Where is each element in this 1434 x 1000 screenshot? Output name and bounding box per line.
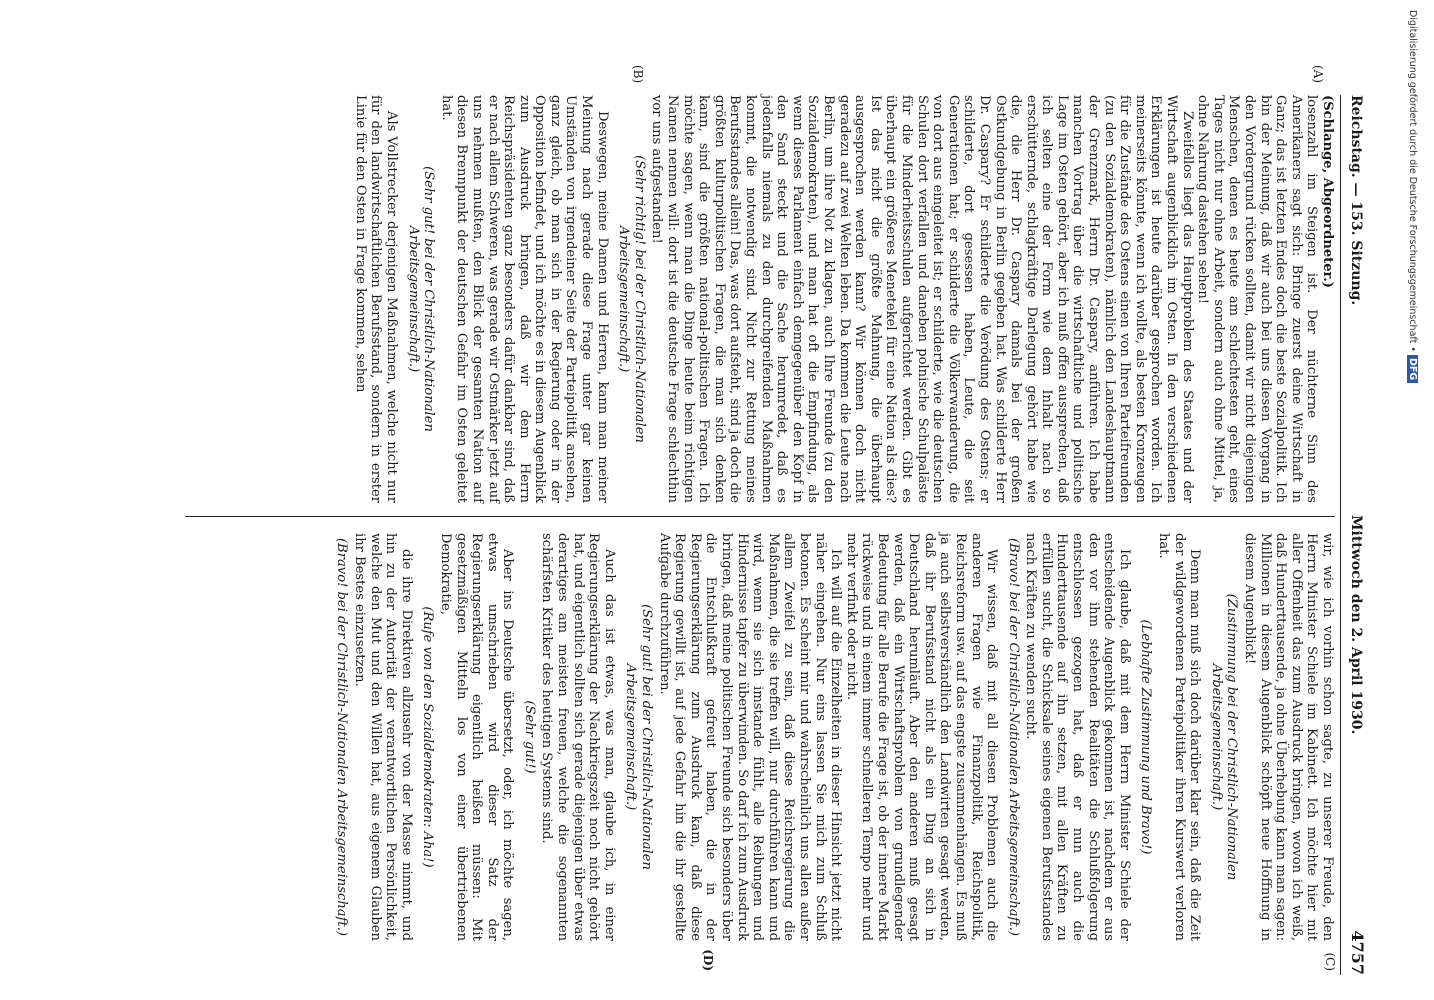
paragraph: wir, wie ich vorhin schon sagte, zu unserer Freude, den Herrn Minister Schiele im Kabinett. Ich möchte hier mit aller Offenheit das zum Ausdruck bringen, wovon ich weiß, daß Hunderttausende, ja ohne Überhebung kann man sagen: Millionen in diesem Augenblick schöpft neue Hoffnung in diesem Augenblick! bbox=[1242, 533, 1335, 941]
interjection: (Bravo! bei der Christlich-Nationalen Arbeitsgemeinschaft.) bbox=[1005, 538, 1021, 936]
paragraph: die ihre Direktiven allzusehr von der Masse nimmt, und hin zu der Autorität der verantwortlichen Persönlichkeit, welche den Mut und den Willen hat, aus eigenem Glauben ihr Bestes einzusetzen. bbox=[351, 533, 414, 941]
document-page bbox=[105, 65, 1367, 975]
digitization-credit bbox=[1404, 10, 1418, 690]
paragraph: Auch das ist etwas, was man, glaube ich, in einer Regierungserklärung der Nachkriegszeit noch nicht gehört hat, und eigentlich sollten sich gerade diejenigen über etwas derartiges am meisten freuen, welche die sogenannten schärfsten Kritiker des heutigen Systems sind. bbox=[539, 533, 617, 941]
paragraph: Ich glaube, daß mit dem Herrn Minister Schiele der entscheidende Augenblick gekommen ist, nachdem er aus den vor ihm stehenden Realitäten die Schlußfolgerung entschlossen gezogen hat, daß er nun auch die Hunderttausende auf ihn setzen, mit allen Kräften zu erfüllen sucht, die Schicksale seines eigenen Berufsstandes nach Kräften zu wenden sucht. bbox=[1023, 533, 1132, 941]
margin-marker-d: (D) bbox=[701, 949, 715, 971]
paragraph: Denn man muß sich doch darüber klar sein, daß die Zeit der wildgewordenen Parteipolitiker ihren Kurswert verloren hat. bbox=[1156, 533, 1203, 941]
page-header bbox=[1343, 95, 1365, 975]
interjection: (Zustimmung bei der Christlich-Nationalen Arbeitsgemeinschaft.) bbox=[1208, 593, 1240, 881]
interjection: (Rufe von den Sozialdemokraten: Aha!) bbox=[420, 606, 436, 868]
margin-marker-c: (C) bbox=[1323, 952, 1337, 971]
header-date: Mittwoch den 2. April 1930. bbox=[1348, 515, 1364, 735]
interjection: (Sehr gut! bei der Christlich-Nationalen Arbeitsgemeinschaft.) bbox=[623, 604, 655, 870]
right-column bbox=[105, 533, 1337, 971]
interjection: (Sehr gut!) bbox=[521, 700, 537, 774]
paragraph: Aber ins Deutsche übersetzt, oder, ich möchte sagen, etwas umschrieben wird dieser Satz der Regierungserklärung eigentlich heißen müssen: Mit gesetzmäßigen Mitteln los von einer übertriebenen Demokratie, bbox=[437, 533, 516, 941]
interjection: (Sehr richtig! bei der Christlich-Nationalen Arbeitsgemeinschaft.) bbox=[616, 155, 647, 443]
paragraph: Zweifellos liegt das Hauptproblem des Staates und der Wirtschaft augenblicklich im Osten. In den verschiedenen Erklärungen ist heute darüber gesprochen worden. Ich meinerseits könnte, wenn ich wollte, als besten Kronzeugen für die Zustände des Ostens einen von Ihren Parteifreunden (zu den Sozialdemokraten), nämlich den Landeshauptmann der Grenzmark, Herrn Dr. Caspary, anführen. Ich habe manchen Vortrag über die wirtschaftliche und politische Lage im Osten gehört, aber ich muß offen aussprechen, daß ich selten eine der Form wie dem Inhalt nach so erschütternde, schlagkräftige Darlegung gehört habe wie die, die Herr Dr. Caspary damals bei der großen Ostkundgebung in Berlin gegeben hat. Was schilderte Herr Dr. Caspary? Er schilderte die Verödung des Ostens; er schilderte, dort gesessen haben, Leute, die seit Generationen hat; er schilderte die Völkerwanderung, die von dort aus eingeleitet ist; er schilderte, wie die deutschen Schulen dort verfallen und daneben polnische Schulpaläste für die Minderheitsschulen aufgerichtet werden. Gibt es überhaupt ein größeres Menetekel für eine Nation als dies? Ist das nicht die größte Mahnung, die überhaupt ausgesprochen werden kann? Wir können doch nicht geradezu auf zwei Welten leben. Da kommen die Leute nach Berlin, um ihre Not zu klagen, auch Ihre Freunde (zu den Sozialdemokraten), und man hat oft die Empfindung, als wenn dieses Parlament einfach demgegenüber den Kopf in den Sand steckt und die Sache herumredet, daß es jedenfalls niemals zu den durchgreifenden Maßnahmen kommt, die notwendig sind. Nicht zur Rettung meines Berufsstandes allein! Das, was dort aufsteht, sind ja doch die größten kulturpolitischen Fragen, die man sich denken kann, sind die größten national-politischen Fragen. Ich möchte sagen, wenn man die Dinge heute beim richtigen Namen nennen will: dort ist die deutsche Frage schlechthin vor uns aufgestanden! bbox=[649, 95, 1195, 503]
dfg-logo: DFG bbox=[1407, 355, 1418, 383]
speaker-label: (Schlange, Abgeordneter.) bbox=[1320, 95, 1335, 288]
page-number: 4757 bbox=[1348, 930, 1367, 975]
paragraph: Wir wissen, daß mit all diesen Problemen auch die anderen Fragen wie Finanzpolitik, Reichspolitik, Reichsreform usw. auf das engste zusammenhängen. Es muß ja auch selbstverständlich den Landwirten gesagt werden, daß ihr Berufsstand nicht als ein Ding an sich in Deutschland herumläuft. Aber den anderen muß gesagt werden, daß ein Wirtschaftsproblem von grundlegender Bedeutung für alle Berufe die Frage ist, ob der innere Markt rückweise und in einem immer schnelleren Tempo mehr und mehr verfinkt oder nicht. bbox=[843, 533, 1000, 941]
margin-marker-b: (B) bbox=[631, 65, 645, 84]
header-session: Reichstag. — 153. Sitzung. bbox=[1348, 95, 1364, 306]
interjection: (Sehr gut! bei der Christlich-Nationalen Arbeitsgemeinschaft.) bbox=[405, 166, 437, 432]
paragraph: Deswegen, meine Damen und Herren, kann man meiner Meinung nach gerade diese Frage unter gar keinen Umständen von irgendeiner Seite der Parteipolitik ansehen, ganz gleich, ob man sich in der Regierung oder in der Opposition befindet, und ich möchte es in diesem Augenblick zum Ausdruck bringen, daß wir dem Herrn Reichspräsidenten ganz besonders dafür dankbar sind, daß er nach allem Schweren, was gerade wir Ostmärker jetzt auf uns nehmen mußten, den Blick der gesamten Nation auf diesen Brennpunkt der deutschen Gefahr im Osten geleitet hat. bbox=[438, 95, 610, 503]
left-column bbox=[105, 65, 1335, 503]
interjection: (Bravo! bei der Christlich-Nationalen Arbeitsgemeinschaft.) bbox=[334, 538, 350, 936]
header-rule bbox=[1340, 95, 1341, 975]
paragraph: Ich will auf die Einzelheiten in dieser Hinsicht jetzt nicht näher eingehen. Nur eins lassen Sie mich zum Schluß betonen. Es scheint mir und wahrscheinlich uns allen außer allem Zweifel zu sein, daß diese Reichsregierung die Maßnahmen, die sie treffen will, nur durchführen kann und wird, wenn sie sich imstande fühlt, alle Reibungen und Hindernisse tapfer zu überwinden. So darf ich zum Ausdruck bringen, daß meine politischen Freunde sich besonders über die Entschlußkraft gefreut haben, die in der Regierungserklärung zum Ausdruck kam, daß diese Regierung gewillt ist, auf jede Gefahr hin die ihr gestellte Aufgabe durchzuführen. bbox=[656, 533, 844, 941]
credit-text: Digitalisierung gefördert durch die Deutsche Forschungsgemeinschaft • bbox=[1407, 10, 1418, 352]
interjection: (Lebhafte Zustimmung und Bravo!) bbox=[1138, 619, 1154, 855]
margin-marker-a: (A) bbox=[1311, 65, 1325, 84]
column-divider bbox=[185, 516, 1335, 517]
paragraph: losenzahl im Steigen ist. Der nüchterne Sinn des Amerikaners sagt sich: Bringe zuerst deine Wirtschaft in Ganz; das ist letzten Endes doch die beste Sozialpolitik. Ich bin der Meinung, daß wir auch bei uns diesen Vorgang in den Vordergrund rücken sollten, damit wir nicht diejenigen Menschen, denen es heute am schlechtesten geht, eines Tages nicht nur ohne Arbeit, sondern auch ohne Mittel, ja, ohne Nahrung dastehen sehen! bbox=[1195, 95, 1320, 503]
paragraph: Als Vollstrecker derjenigen Maßnahmen, welche nicht nur für den landwirtschaftlichen Berufsstand, sondern in erster Linie für den Osten in Frage kommen, sehen bbox=[352, 95, 399, 503]
